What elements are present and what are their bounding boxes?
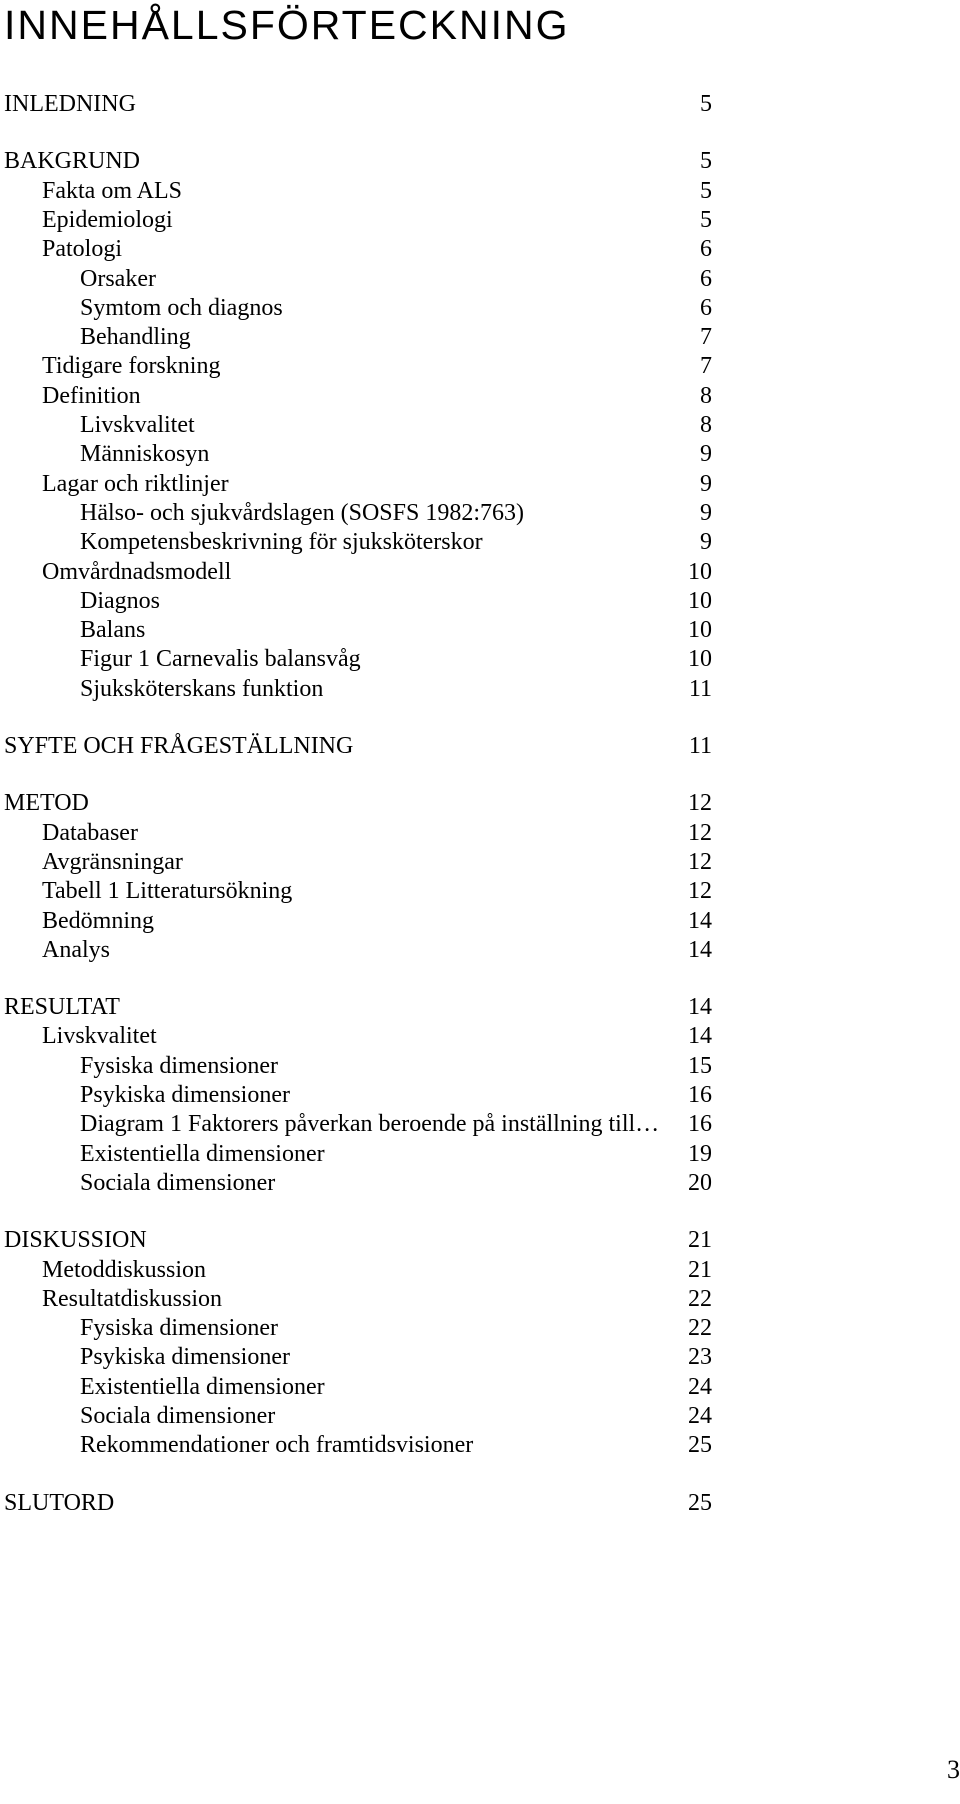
toc-entry-label: DISKUSSION	[4, 1227, 147, 1254]
toc-entry[interactable]	[0, 818, 960, 848]
toc-entry-page: 23	[688, 1344, 712, 1371]
toc-entry[interactable]	[0, 176, 960, 206]
toc-entry-label: Figur 1 Carnevalis balansvåg	[80, 646, 361, 673]
toc-entry[interactable]	[0, 1342, 960, 1372]
toc-entry-label: Rekommendationer och framtidsvisioner	[80, 1432, 474, 1459]
toc-entry[interactable]	[0, 381, 960, 411]
toc-entry-page: 25	[688, 1432, 712, 1459]
toc-entry[interactable]	[0, 788, 960, 818]
toc-entry[interactable]	[0, 1255, 960, 1285]
toc-entry[interactable]	[0, 234, 960, 264]
toc-entry[interactable]	[0, 264, 960, 294]
toc-entry[interactable]	[0, 498, 960, 528]
toc-entry-page: 8	[700, 412, 712, 438]
toc-entry-label: Hälso- och sjukvårdslagen (SOSFS 1982:763)	[80, 499, 524, 526]
toc-entry-label: Fakta om ALS	[42, 177, 183, 204]
toc-entry-label: Analys	[42, 936, 110, 963]
toc-entry-page: 24	[688, 1403, 712, 1429]
toc-entry[interactable]	[0, 1430, 960, 1460]
toc-entry[interactable]	[0, 674, 960, 704]
toc-entry[interactable]	[0, 1109, 960, 1139]
toc-entry[interactable]	[0, 906, 960, 936]
toc-entry[interactable]	[0, 1225, 960, 1255]
toc-entry-label: Behandling	[80, 324, 191, 351]
toc-entry[interactable]	[0, 439, 960, 469]
toc-entry[interactable]	[0, 644, 960, 674]
toc-entry-label: Kompetensbeskrivning för sjuksköterskor	[80, 529, 483, 556]
toc-entry[interactable]	[0, 731, 960, 761]
toc-entry[interactable]	[0, 89, 960, 119]
toc-entry-label: Metoddiskussion	[42, 1256, 207, 1283]
toc-entry-page: 16	[688, 1111, 712, 1138]
toc-entry[interactable]	[0, 1051, 960, 1081]
toc-entry-label: INLEDNING	[4, 91, 136, 117]
toc-entry-label: Orsaker	[80, 265, 156, 292]
toc-entry-label: Fysiska dimensioner	[80, 1315, 278, 1342]
page-title: INNEHÅLLSFÖRTECKNING	[4, 2, 570, 48]
toc-entry[interactable]	[0, 351, 960, 381]
toc-entry-page: 7	[700, 324, 712, 351]
toc-entry-label: Epidemiologi	[42, 206, 173, 233]
toc-entry-page: 5	[700, 206, 712, 233]
toc-entry[interactable]	[0, 992, 960, 1022]
toc-entry[interactable]	[0, 586, 960, 616]
toc-entry-label: SYFTE OCH FRÅGESTÄLLNING	[4, 733, 354, 759]
toc-entry-label: Existentiella dimensioner	[80, 1140, 325, 1167]
toc-entry-page: 15	[688, 1052, 712, 1079]
toc-entry-label: SLUTORD	[4, 1489, 115, 1516]
toc-entry[interactable]	[0, 1080, 960, 1110]
toc-entry-page: 9	[700, 499, 712, 526]
toc-entry[interactable]	[0, 1401, 960, 1431]
toc-entry-page: 9	[700, 441, 712, 468]
toc-entry-page: 10	[688, 646, 712, 673]
toc-entry[interactable]	[0, 615, 960, 645]
toc-entry[interactable]	[0, 1313, 960, 1343]
toc-entry[interactable]	[0, 527, 960, 557]
toc-entry[interactable]	[0, 1168, 960, 1198]
toc-entry-label: Omvårdnadsmodell	[42, 558, 232, 585]
toc-entry[interactable]	[0, 1488, 960, 1518]
toc-entry[interactable]	[0, 410, 960, 440]
toc-entry-page: 10	[688, 558, 712, 585]
toc-entry-page: 22	[688, 1285, 712, 1312]
toc-entry-label: RESULTAT	[4, 994, 120, 1021]
toc-entry-page: 6	[700, 236, 712, 263]
toc-entry[interactable]	[0, 876, 960, 906]
toc-entry-label: METOD	[4, 790, 89, 817]
toc-entry-label: Sociala dimensioner	[80, 1169, 276, 1196]
toc-entry-label: Definition	[42, 382, 141, 409]
toc-entry-page: 14	[688, 907, 712, 934]
toc-entry-page: 22	[688, 1315, 712, 1342]
toc-entry-page: 8	[700, 382, 712, 409]
toc-entry-label: Balans	[80, 617, 146, 644]
toc-entry-label: Existentiella dimensioner	[80, 1373, 325, 1400]
toc-entry-page: 11	[688, 675, 712, 702]
toc-entry-page: 5	[700, 177, 712, 204]
toc-entry-page: 9	[700, 529, 712, 556]
toc-entry-page: 16	[688, 1082, 712, 1108]
toc-entry-label: Tabell 1 Litteratursökning	[42, 878, 293, 905]
toc-entry-page: 14	[688, 994, 712, 1021]
toc-entry[interactable]	[0, 205, 960, 235]
toc-entry-label: Psykiska dimensioner	[80, 1082, 290, 1108]
toc-entry-page: 12	[688, 848, 712, 875]
toc-entry-page: 11	[688, 733, 712, 759]
toc-entry-label: Patologi	[42, 236, 123, 263]
toc-entry-label: Lagar och riktlinjer	[42, 470, 229, 497]
toc-entry-page: 25	[688, 1489, 712, 1516]
toc-entry-page: 21	[688, 1256, 712, 1283]
toc-entry-page: 7	[700, 353, 712, 380]
toc-entry-label: Diagram 1 Faktorers påverkan beroende på inställning till…	[80, 1111, 660, 1138]
toc-entry[interactable]	[0, 847, 960, 877]
toc-entry-label: Livskvalitet	[80, 412, 195, 438]
toc-entry-page: 6	[700, 294, 712, 321]
toc-entry-page: 19	[688, 1140, 712, 1167]
toc-entry-page: 12	[688, 878, 712, 905]
toc-entry-page: 21	[688, 1227, 712, 1254]
toc-entry-label: Livskvalitet	[42, 1023, 157, 1050]
toc-entry[interactable]	[0, 1021, 960, 1051]
toc-entry[interactable]	[0, 557, 960, 587]
toc-entry-page: 5	[700, 148, 712, 175]
toc-entry-label: Databaser	[42, 819, 138, 846]
toc-entry-label: Resultatdiskussion	[42, 1285, 223, 1312]
toc-entry[interactable]	[0, 1372, 960, 1402]
toc-entry-label: Fysiska dimensioner	[80, 1052, 278, 1079]
toc-entry-label: Sjuksköterskans funktion	[80, 675, 324, 702]
toc-entry-page: 12	[688, 819, 712, 846]
toc-entry-page: 10	[688, 617, 712, 644]
toc-entry-page: 20	[688, 1169, 712, 1196]
toc-entry[interactable]	[0, 293, 960, 323]
toc-entry-page: 6	[700, 265, 712, 292]
toc-entry[interactable]	[0, 1284, 960, 1314]
toc-entry-label: Människosyn	[80, 441, 210, 468]
page-number: 3	[947, 1755, 960, 1784]
toc-entry[interactable]	[0, 322, 960, 352]
toc-entry-label: Diagnos	[80, 587, 160, 614]
toc-entry[interactable]	[0, 469, 960, 499]
toc-entry-label: Bedömning	[42, 907, 154, 934]
toc-entry[interactable]	[0, 1139, 960, 1169]
toc-entry-page: 5	[700, 91, 712, 117]
toc-entry-label: Psykiska dimensioner	[80, 1344, 290, 1371]
toc-entry[interactable]	[0, 935, 960, 965]
toc-entry-label: BAKGRUND	[4, 148, 141, 175]
toc-entry-page: 9	[700, 470, 712, 497]
toc-entry-label: Symtom och diagnos	[80, 294, 283, 321]
toc-entry-page: 14	[688, 936, 712, 963]
toc-entry-label: Tidigare forskning	[42, 353, 221, 380]
toc-entry-label: Avgränsningar	[42, 848, 183, 875]
toc-entry[interactable]	[0, 146, 960, 176]
toc-entry-page: 12	[688, 790, 712, 817]
toc-entry-page: 24	[688, 1373, 712, 1400]
toc-entry-label: Sociala dimensioner	[80, 1403, 276, 1429]
toc-entry-page: 10	[688, 587, 712, 614]
toc-entry-page: 14	[688, 1023, 712, 1050]
